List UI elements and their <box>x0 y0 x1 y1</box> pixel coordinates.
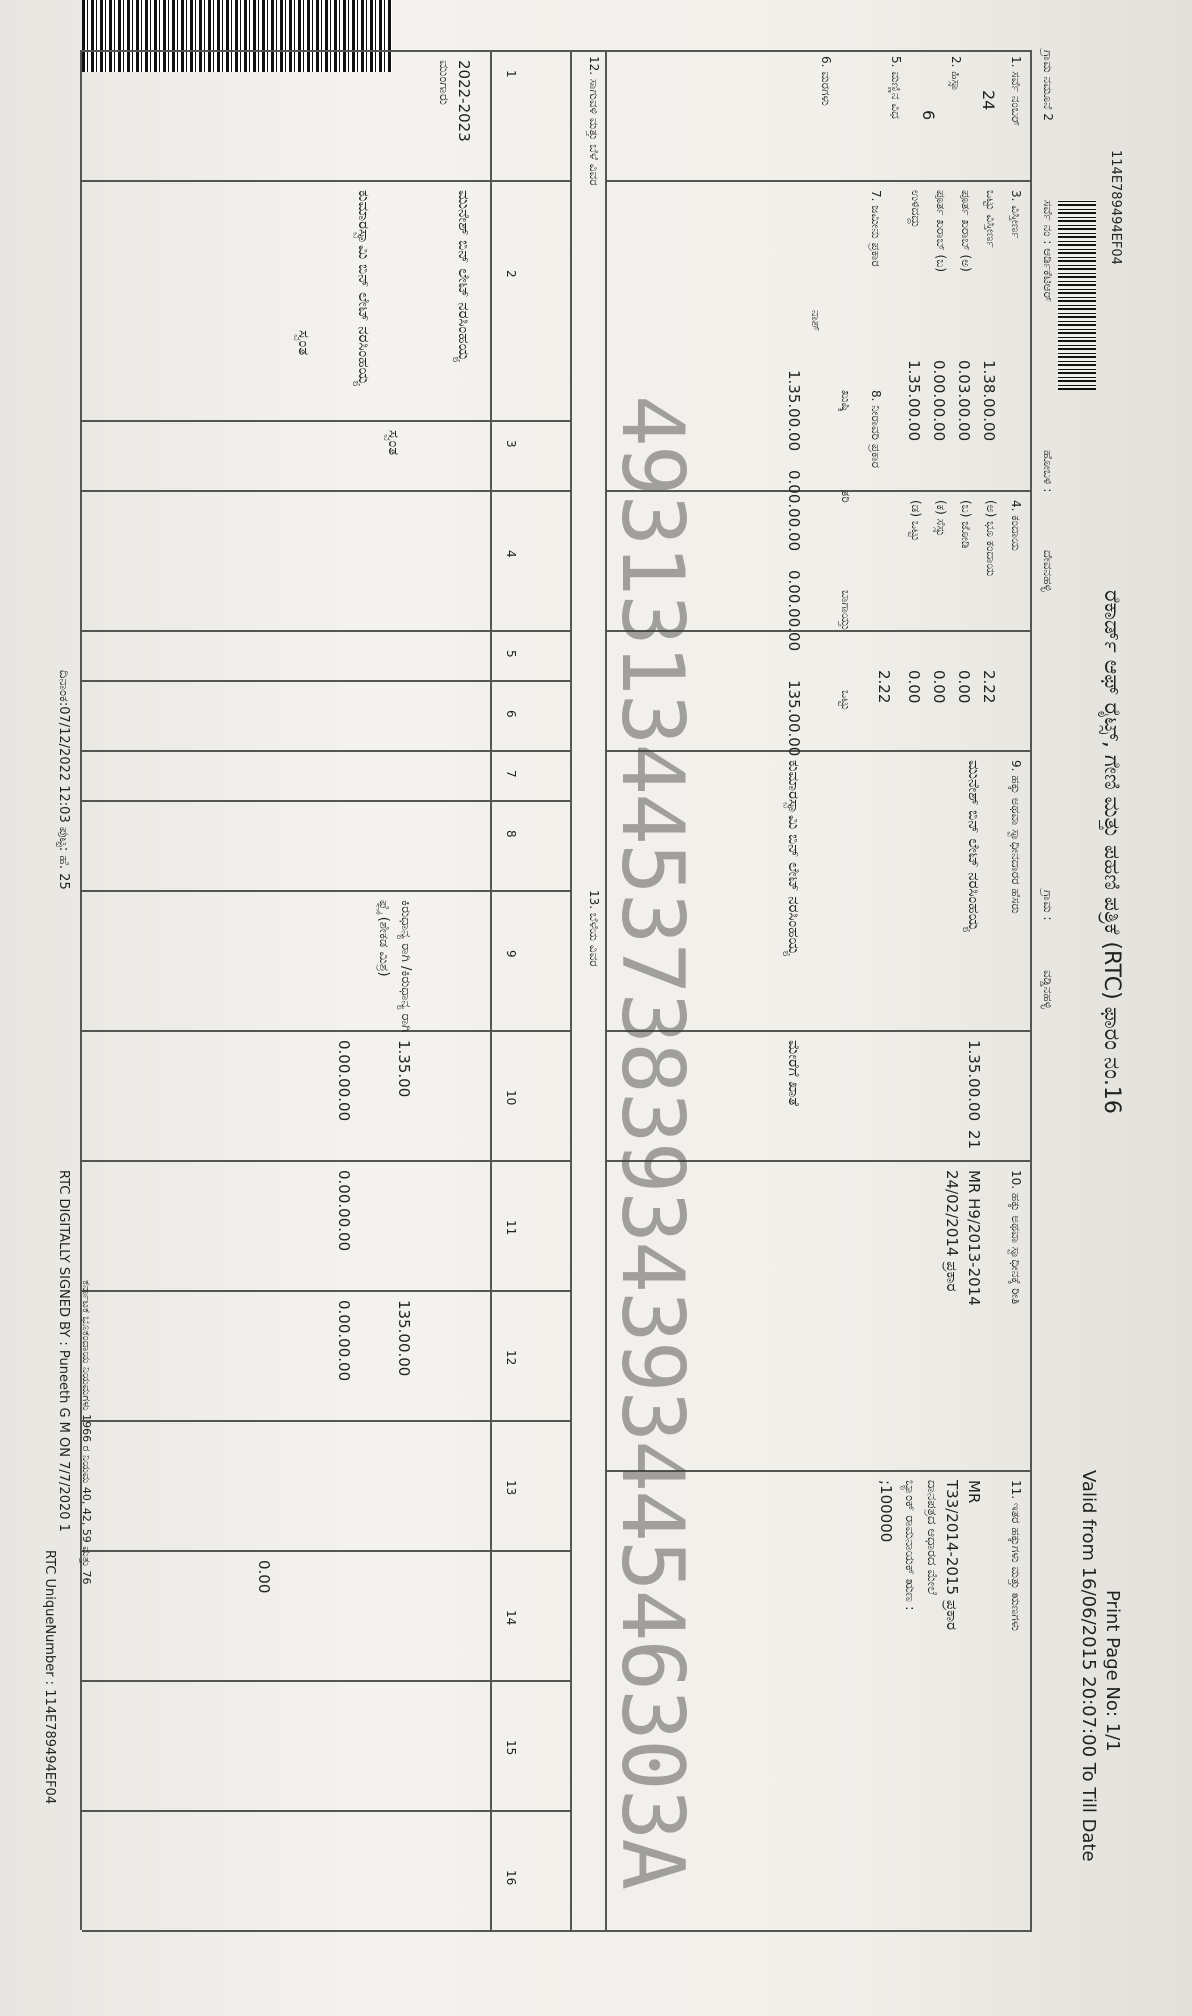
crop-v12: 135.00.00 <box>395 1300 413 1377</box>
tenure-self-2: ಸ್ವಂತ <box>295 330 313 356</box>
revenue-row-4-value: 0.00 <box>905 670 923 704</box>
other-rights-line3: ಬ್ಯಾಂಕ್ ರಾಮನಾಯಕ್ ಋಣ : <box>902 1480 917 1611</box>
area-row-1-value: 1.38.00.00 <box>980 360 998 442</box>
col-6: 6 <box>504 710 518 718</box>
crop-year: 2022-2023 <box>455 60 473 142</box>
label-crop: 13. ಬೆಳೆಯ ವಿವರ <box>587 890 601 967</box>
village-name: ವಡ್ಡಿನಹಳ್ಳಿ <box>1041 970 1055 1009</box>
rtc-document <box>42 30 1132 1960</box>
other-rights-line4: ;100000 <box>877 1480 895 1543</box>
label-cultivation: 12. ಸಾಗುವಳಿ ಮತ್ತು ಬೆಳೆ ವಿವರ <box>587 56 601 186</box>
label-area: 3. ವಿಸ್ತೀರ್ಣ <box>1009 190 1023 239</box>
label-other-rights: 11. ಇತರ ಹಕ್ಕುಗಳು ಮತ್ತು ಋಣಗಳು <box>1009 1480 1023 1632</box>
irrigation-label: ನಾಶ್ <box>809 310 823 332</box>
hissa-number: 6 <box>919 110 938 121</box>
crop-v11: 0.00.00.00 <box>335 1170 353 1252</box>
col-5: 5 <box>504 650 518 658</box>
col-13: 13 <box>504 1480 518 1496</box>
irrigation-h4: ಒಟ್ಟು <box>839 690 853 711</box>
crop-v10b: 0.00.00.00 <box>335 1040 353 1122</box>
irrigation-v4: 135.00.00 <box>785 680 803 757</box>
form-label: ಗ್ರಾಮ ನಮೂನೆ 2 <box>1041 50 1055 121</box>
irrigation-h2: ತರಿ <box>839 490 853 503</box>
col-7: 7 <box>504 770 518 778</box>
area-row-4-label: ಉಳಿದದ್ದು <box>909 190 923 229</box>
col-15: 15 <box>504 1740 518 1756</box>
revenue-row-3-value: 0.00 <box>930 670 948 704</box>
crop-name: ಕಿರುಧಾನ್ಯ ರಾಗಿ /ಕಿರುಧಾನ್ಯ ರಾಗಿ <box>398 900 413 1033</box>
revenue-row-1-value: 2.22 <box>980 670 998 704</box>
irrigation-h3: ಬಾಗಾಯ್ತು <box>839 590 853 631</box>
taluk-value: ದೇವನಹಳ್ಳಿ <box>1041 550 1055 592</box>
mutation-date: 24/02/2014 ಪ್ರಕಾರ <box>943 1170 961 1292</box>
label-irrigation: 8. ನೀರಾವರಿ ಪ್ರಕಾರ <box>869 390 883 469</box>
tenure-self-1: ಸ್ವಂತ <box>385 430 403 456</box>
label-owner: 9. ಹಕ್ಕು ಅಥವಾ ಸ್ವಾಧೀನದಾರರ ಹೆಸರು <box>1009 760 1023 914</box>
other-rights-line2: ದಾನಪತ್ರದ ಆಧಾರದ ಮೇಲೆ <box>924 1480 939 1596</box>
survey-label: ಸರ್ವೆ ನಂ : ಆರ್ಡಿಕೆಟಿಆರ್ <box>1041 200 1055 302</box>
mutation-number: MR H9/2013-2014 <box>965 1170 983 1306</box>
page-title: ರೆಕಾರ್ಡ್ ಆಫ್ ರೈಟ್ಸ್, ಗೇಣಿ ಮತ್ತು ಪಹಣಿ ಪತ್ರಿಕೆ (RTC) ಫಾರಂ ನಂ.16 <box>1099 590 1124 1114</box>
revenue-row-1-label: (ಅ) ಭೂ ಕಂದಾಯ <box>984 500 998 577</box>
crop-season: ಮುಂಗಾರು <box>436 60 451 105</box>
revenue-row-2-label: (ಬ) ಜೋಡಿ <box>959 500 973 549</box>
col-12: 12 <box>504 1350 518 1366</box>
col-1: 1 <box>504 70 518 78</box>
other-rights-line1: T33/2014-2015 ಪ್ರಕಾರ <box>943 1480 961 1631</box>
col-4: 4 <box>504 550 518 558</box>
prior-note: ಮೇರೆಗೆ ಖಾತೆ <box>785 1040 803 1106</box>
col-2: 2 <box>504 270 518 278</box>
watermark-number: 49313134453738393439344546303A <box>602 395 702 1889</box>
col-11: 11 <box>504 1220 518 1236</box>
col-8: 8 <box>504 830 518 838</box>
valid-from: Valid from 16/06/2015 20:07:00 To Till Date <box>1078 1470 1099 1862</box>
area-row-2-label: ಪೂರ್ತ ಖರಾಬ್ (ಅ) <box>959 190 973 272</box>
crop-sub: ಫ್ಲೈ (ಶೇಕಡ ಮಿಶ್ರ) <box>376 900 391 977</box>
area-row-1-label: ಒಟ್ಟು ವಿಸ್ತೀರ್ಣ <box>984 190 998 248</box>
crop-v12b: 0.00.00.00 <box>335 1300 353 1382</box>
crop-v10: 1.35.00 <box>395 1040 413 1098</box>
area-row-3-label: ಪೂರ್ತ ಖರಾಬ್ (ಬ) <box>934 190 948 273</box>
label-soil: 5. ಮಣ್ಣಿನ ವಿಧ <box>889 56 903 119</box>
cultivator-name: ಮುನೇಶ್ ಬಿನ್ ಲೇಟ್ ನರಸಿಂಹಯ್ಯ <box>455 190 473 362</box>
area-row-2-value: 0.03.00.00 <box>955 360 973 442</box>
hobli-label: ಹೋಬಳಿ : <box>1041 450 1055 493</box>
prior-owner: ಕುಮಾರಸ್ವಾಮಿ ಬಿನ್ ಲೇಟ್ ನರಸಿಂಹಯ್ಯ <box>785 760 803 956</box>
owner-area: 1.35.00.00 <box>965 1040 983 1122</box>
revenue-row-2-value: 0.00 <box>955 670 973 704</box>
irrigation-v1: 1.35.00.00 <box>785 370 803 452</box>
cultivator-name-2: ಕುಮಾರಸ್ವಾಮಿ ಬಿನ್ ಲೇಟ್ ನರಸಿಂಹಯ್ಯ <box>355 190 373 386</box>
col-14: 14 <box>504 1610 518 1626</box>
irrigation-v2: 0.00.00.00 <box>785 470 803 552</box>
footer-date: ದಿನಾಂಕ:07/12/2022 12:03 ಪುಟ್ಟ: ಹೆ. 25 <box>56 670 71 890</box>
col-3: 3 <box>504 440 518 448</box>
revenue-total: 2.22 <box>875 670 893 704</box>
revenue-row-3-label: (ಕ) ಸೆಸ್ಸು <box>934 500 948 537</box>
irrigation-v3: 0.00.00.00 <box>785 570 803 652</box>
label-trees: 6. ಮರಗಳು <box>819 56 833 106</box>
owner-name: ಮುನೇಶ್ ಬಿನ್ ಲೇಟ್ ನರಸಿಂಹಯ್ಯ <box>965 760 983 932</box>
crop-v14: 0.00 <box>255 1560 273 1594</box>
label-mode: 10. ಹಕ್ಕು ಅಥವಾ ಸ್ವಾಧೀನಕ್ಕೆ ರೀತಿ <box>1009 1170 1023 1305</box>
label-revenue: 4. ಕಂದಾಯ <box>1009 500 1023 551</box>
revenue-row-4-label: (ಡ) ಒಟ್ಟು <box>909 500 923 542</box>
print-page: Print Page No: 1/1 <box>1102 1590 1123 1752</box>
label-land-type: 7. ಜಮೀನು ಪ್ರಕಾರ <box>869 190 883 267</box>
col-10: 10 <box>504 1090 518 1106</box>
serial-code: 114E789494EF04 <box>1108 150 1123 265</box>
area-row-4-value: 1.35.00.00 <box>905 360 923 442</box>
col-16: 16 <box>504 1870 518 1886</box>
col-9: 9 <box>504 950 518 958</box>
village-label: ಗ್ರಾಮ : <box>1041 890 1055 921</box>
area-row-3-value: 0.00.00.00 <box>930 360 948 442</box>
other-rights-mr: MR <box>965 1480 983 1504</box>
footer-note: ಕರ್ನಾಟಕ ಭೂಕಂದಾಯ ನಿಯಮಗಳು 1966 ರ ನಿಯಮ 40, 42, 59 ಮತ್ತು 76 <box>80 1280 93 1585</box>
label-survey: 1. ಸರ್ವೆ ನಂಬರ್ <box>1009 56 1023 127</box>
survey-number: 24 <box>979 90 998 111</box>
irrigation-h1: ಖುಷ್ಕಿ <box>839 390 853 412</box>
footer-unique: RTC UniqueNumber : 114E789494EF04 <box>42 1550 57 1805</box>
footer-signed: RTC DIGITALLY SIGNED BY : Puneeth G M ON 7/7/2020 1 <box>56 1170 71 1532</box>
label-hissa: 2. ಹಿಸ್ಸಾ <box>949 56 963 92</box>
owner-khata: 21 <box>965 1130 983 1150</box>
